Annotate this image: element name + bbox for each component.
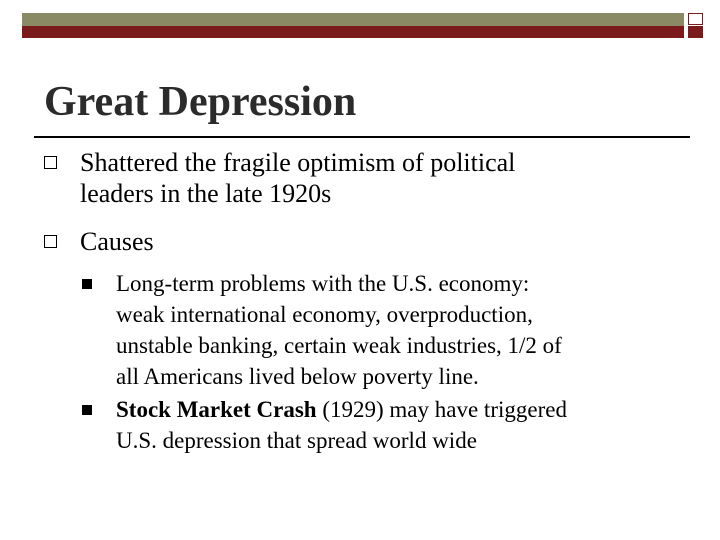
sub-bullet-line: U.S. depression that spread world wide xyxy=(116,428,477,453)
slide-title: Great Depression xyxy=(44,79,357,125)
hollow-square-bullet-icon xyxy=(44,235,57,248)
title-underline-rule xyxy=(34,136,690,138)
sub-bullet-line: all Americans lived below poverty line. xyxy=(116,364,479,389)
filled-square-bullet-icon xyxy=(82,279,92,289)
bullet-text xyxy=(80,226,680,257)
hollow-square-bullet-icon xyxy=(44,156,57,169)
sub-bullet-item-long-term-problems xyxy=(82,268,682,392)
first-line-rest: (1929) may have triggered xyxy=(316,397,567,422)
sub-bullet-item-stock-market-crash xyxy=(82,394,682,456)
sub-bullet-line: Long-term problems with the U.S. economy: xyxy=(116,271,530,296)
sub-bullet-line: weak international economy, overproduction, xyxy=(116,302,533,327)
sub-bullet-line xyxy=(116,394,676,425)
filled-square-bullet-icon xyxy=(82,405,92,415)
bold-lead-text: Stock Market Crash xyxy=(116,397,317,422)
corner-filled-square-icon xyxy=(688,26,703,38)
sub-bullet-text xyxy=(116,268,676,392)
bullet-line: leaders in the late 1920s xyxy=(80,179,332,208)
top-decorative-stripe xyxy=(22,26,684,38)
corner-decoration xyxy=(686,13,705,38)
sub-bullet-line: unstable banking, certain weak industries, 1/2 of xyxy=(116,333,562,358)
corner-outline-square-icon xyxy=(688,13,703,25)
bullet-line: Causes xyxy=(80,227,154,256)
top-decorative-bar xyxy=(22,13,684,26)
bullet-text xyxy=(80,147,680,209)
sub-bullet-text xyxy=(116,394,676,456)
bullet-line: Shattered the fragile optimism of political xyxy=(80,148,516,177)
bullet-item-causes xyxy=(44,226,644,257)
bullet-item-optimism xyxy=(44,147,644,209)
